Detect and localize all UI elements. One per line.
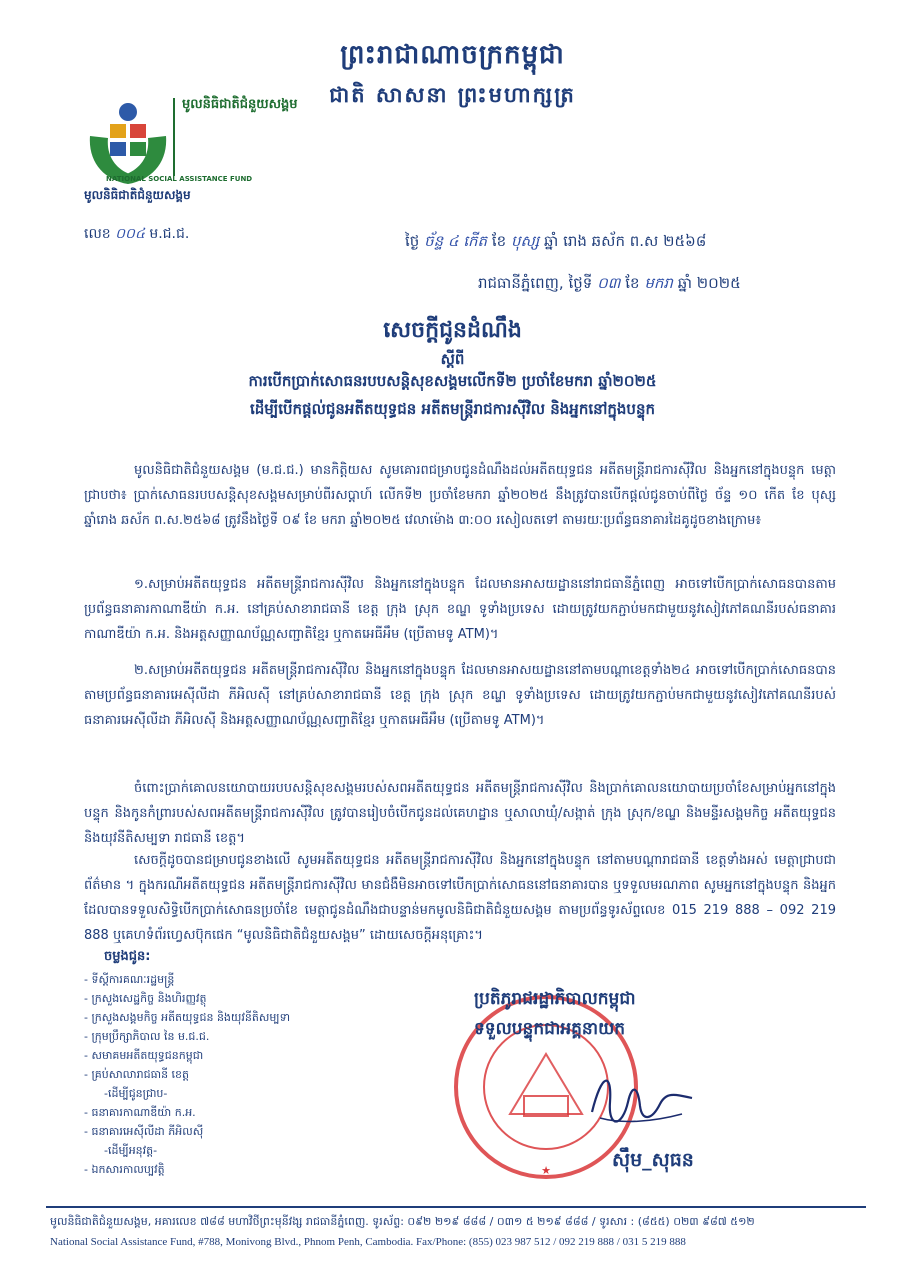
signatory-name: ស៊ឹម_សុធន — [612, 1149, 694, 1171]
cc-list — [84, 970, 290, 1179]
handwritten-signature — [582, 1062, 702, 1132]
signature-scribble-icon — [582, 1062, 702, 1132]
cc-item: - គ្រប់សាលារាជធានី ខេត្ត — [84, 1068, 190, 1081]
cc-item: - ធនាគារអេស៊ីលីដា ភីអិលស៊ី — [84, 1125, 204, 1138]
lunar-month-label: ខែ — [491, 232, 507, 250]
gregorian-year: ២០២៥ — [696, 274, 741, 292]
notice-about: ស្ដីពី — [440, 350, 465, 368]
footer-divider — [46, 1206, 866, 1208]
body-paragraph-3: ២.សម្រាប់អតីតយុទ្ធជន អតីតមន្ត្រីរាជការស៊ីវិល និងអ្នកនៅក្នុងបន្ទុក ដែលមានអាសយដ្ឋាននៅតាមបណ្ដាខេត្តទាំង២៤ អាចទៅបើកប្រាក់សោធនបានតាមប្រព័ន្ធធនាគារអេស៊ីលីដា ភីអិលស៊ី នៅគ្រប់សាខារាជធានី ខេត្ត ក្រុង ស្រុក ខណ្ឌ ទូទាំងប្រទេស ដោយត្រូវយកភ្ជាប់មកជាមួយនូវសៀវភៅគណនីរបស់ធនាគារអេស៊ីលីដា ភីអិលស៊ី និងអត្តសញ្ញាណប័ណ្ណសញ្ជាតិខ្មែរ ឬកាតអេធីអឹម (ប្រើតាមទូ ATM)។ — [84, 663, 836, 728]
svg-text:★: ★ — [541, 1164, 551, 1177]
signatory-title-line1: ប្រតិភូរាជរដ្ឋាភិបាលកម្ពុជា — [474, 989, 636, 1009]
reference-value: ០០៤ — [115, 226, 145, 242]
body-paragraph-5: សេចក្ដីដូចបានជម្រាបជូនខាងលើ សូមអតីតយុទ្ធជន អតីតមន្ត្រីរាជការស៊ីវិល និងអ្នកនៅក្នុងបន្ទុក នៅតាមបណ្ដារាជធានី ខេត្តទាំងអស់ មេត្តាជ្រាបជាព័ត៌មាន ។ ក្នុងករណីអតីតយុទ្ធជន អតីតមន្ត្រីរាជការស៊ីវិល មានជំងឺមិនអាចទៅបើកប្រាក់សោធននៅធនាគារបាន ឬទទួលមរណភាព សូមអ្នកនៅក្នុងបន្ទុក និងអ្នកដែលបានទទួលសិទ្ធិបើកប្រាក់សោធនប្រចាំខែ មេត្តាជូនដំណឹងជាបន្ទាន់មកមូលនិធិជាតិជំនួយសង្គម តាមប្រព័ន្ធទូរស័ព្ទលេខ 015 219 888 – 092 219 888 ឬគេហទំព័រហ្វេសប៊ុកផេក “មូលនិធិជាតិជំនួយសង្គម” ដោយសេចក្ដីអនុគ្រោះ។ — [84, 853, 836, 943]
body-paragraph-1: មូលនិធិជាតិជំនួយសង្គម (ម.ជ.ជ.) មានកិត្តិយស សូមគោរពជម្រាបជូនដំណឹងដល់អតីតយុទ្ធជន អតីតមន្ត្រីរាជការស៊ីវិល និងអ្នកនៅក្នុងបន្ទុក មេត្តាជ្រាបថា៖ ប្រាក់សោធនរបបសន្តិសុខសង្គមសម្រាប់ពីរសប្តាហ៍ លើកទី២ ប្រចាំខែមករា ឆ្នាំ២០២៥ នឹងត្រូវបានបើកផ្ដល់ជូនចាប់ពីថ្ងៃ ច័ន្ទ ១០ កើត ខែ បុស្ស ឆ្នាំរោង ឆស័ក ព.ស.២៥៦៨ ត្រូវនឹងថ្ងៃទី ០៩ ខែ មករា ឆ្នាំ២០២៥ វេលាម៉ោង ៣:០០ រសៀលតទៅ តាមរយៈប្រព័ន្ធធនាគារដៃគូដូចខាងក្រោម៖ — [84, 463, 837, 528]
notice-subject-line1: ការបើកប្រាក់សោធនរបបសន្តិសុខសង្គមលើកទី២ ប្រចាំខែមករា ឆ្នាំ២០២៥ — [248, 372, 657, 390]
gregorian-month: មករា — [644, 274, 673, 292]
reference-number — [84, 224, 189, 245]
cc-item: - ទីស្ដីការគណៈរដ្ឋមន្ត្រី — [84, 973, 175, 986]
signatory-title-line2: ទទួលបន្ទុកជាអគ្គនាយក — [474, 1019, 626, 1039]
gregorian-date — [478, 274, 741, 296]
cc-item: - ឯកសារកាលប្បវត្តិ — [84, 1163, 165, 1176]
cc-item: -ដើម្បីជូនជ្រាប- — [104, 1087, 168, 1100]
gregorian-month-label: ខែ — [625, 274, 640, 292]
body-paragraph-4: ចំពោះប្រាក់គោលនយោបាយរបបសន្តិសុខសង្គមរបស់សពអតីតយុទ្ធជន អតីតមន្ត្រីរាជការស៊ីវិល និងប្រាក់គោលនយោបាយប្រចាំខែសម្រាប់អ្នកនៅក្នុងបន្ទុក និងកូនកំព្រារបស់សពអតីតមន្ត្រីរាជការស៊ីវិល ត្រូវបានរៀបចំបើកជូនដល់គេហដ្ឋាន ឬសាលាឃុំ/សង្កាត់ ក្រុង ស្រុក/ខណ្ឌ និងមន្ទីរសង្គមកិច្ច អតីតយុទ្ធជន និងយុវនីតិសម្បទា រាជធានី ខេត្ត។ — [84, 781, 836, 846]
gregorian-year-label: ឆ្នាំ — [677, 274, 693, 292]
logo-name-kh: មូលនិធិជាតិជំនួយសង្គម — [182, 97, 298, 112]
lunar-date-prefix: ថ្ងៃ — [405, 232, 420, 250]
cc-item: - ក្រុមប្រឹក្សាភិបាល នៃ ម.ជ.ជ. — [84, 1030, 210, 1043]
cc-item: - ក្រសួងសេដ្ឋកិច្ច និងហិរញ្ញវត្ថុ — [84, 992, 207, 1005]
logo-caption-kh: មូលនិធិជាតិជំនួយសង្គម — [84, 188, 191, 202]
lunar-year: រោង ឆស័ក ព.ស ២៥៦៨ — [563, 232, 707, 250]
body-paragraph-2: ១.សម្រាប់អតីតយុទ្ធជន អតីតមន្ត្រីរាជការស៊ីវិល និងអ្នកនៅក្នុងបន្ទុក ដែលមានអាសយដ្ឋាននៅរាជធានីភ្នំពេញ អាចទៅបើកប្រាក់សោធនបានតាមប្រព័ន្ធធនាគារកាណាឌីយ៉ា ក.អ. នៅគ្រប់សាខារាជធានី ខេត្ត ក្រុង ស្រុក ខណ្ឌ ទូទាំងប្រទេស ដោយត្រូវយកភ្ជាប់មកជាមួយនូវសៀវភៅគណនីរបស់ធនាគារកាណាឌីយ៉ា ក.អ. និងអត្តសញ្ញាណប័ណ្ណសញ្ជាតិខ្មែរ ឬកាតអេធីអឹម (ប្រើតាមទូ ATM)។ — [84, 577, 836, 642]
lunar-date — [405, 232, 706, 254]
cc-item: -ដើម្បីអនុវត្ត- — [104, 1144, 158, 1157]
lunar-day: ច័ន្ទ ៤ កើត — [424, 232, 488, 250]
footer-address-kh: មូលនិធិជាតិជំនួយសង្គម, អគារលេខ ៧៨៨ មហាវិថីព្រះមុនីវង្ស រាជធានីភ្នំពេញ. ទូរស័ព្ទ: ០៩២ ២១៩ ៨៨៨ / ០៣១ ៥ ២១៩ ៨៨៨ / ទូរសារ : (៨៥៥) ០២៣ ៩៨៧ ៥១២ — [50, 1215, 755, 1228]
gregorian-place: រាជធានីភ្នំពេញ, ថ្ងៃទី — [478, 274, 593, 292]
kingdom-title: ព្រះរាជាណាចក្រកម្ពុជា — [340, 40, 565, 70]
notice-subject-line2: ដើម្បីបើកផ្ដល់ជូនអតីតយុទ្ធជន អតីតមន្ត្រីរាជការស៊ីវិល និងអ្នកនៅក្នុងបន្ទុក — [250, 400, 655, 418]
footer-address-en: National Social Assistance Fund, #788, Monivong Blvd., Phnom Penh, Cambodia. Fax/Phone: (855) 023 987 512 / 092 219 888 / 031 5 219 888 — [50, 1236, 686, 1248]
national-motto: ជាតិ សាសនា ព្រះមហាក្សត្រ — [329, 82, 576, 107]
cc-item: - សមាគមអតីតយុទ្ធជនកម្ពុជា — [84, 1049, 204, 1062]
notice-title: សេចក្ដីជូនដំណឹង — [383, 317, 522, 343]
lunar-month: បុស្ស — [510, 232, 540, 250]
logo-name-en: NATIONAL SOCIAL ASSISTANCE FUND — [106, 175, 253, 183]
reference-label: លេខ — [84, 226, 111, 242]
gregorian-day: ០៣ — [597, 274, 621, 292]
lunar-year-label: ឆ្នាំ — [544, 232, 559, 250]
reference-suffix: ម.ជ.ជ. — [149, 226, 190, 242]
cc-item: - ក្រសួងសង្គមកិច្ច អតីតយុទ្ធជន និងយុវនីតិសម្បទា — [84, 1011, 291, 1024]
cc-item: - ធនាគារកាណាឌីយ៉ា ក.អ. — [84, 1106, 196, 1119]
cc-heading: ចម្លងជូន: — [104, 949, 151, 964]
